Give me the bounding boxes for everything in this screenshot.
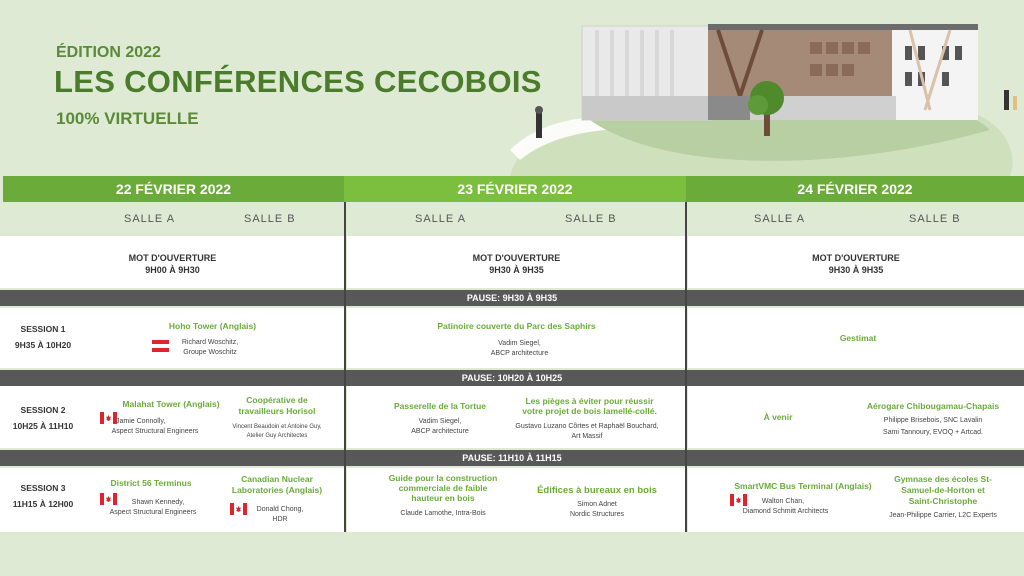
- room-row: [0, 202, 1024, 236]
- session-time: 9H35 À 10H20: [14, 340, 72, 350]
- talk-speaker: ABCP architecture: [411, 428, 469, 435]
- talk-title: Passerelle de la Tortue: [394, 401, 486, 411]
- talk-speaker: Atelier Guy Architectes: [246, 433, 308, 439]
- opening-time: 9H00 À 9H30: [145, 265, 200, 275]
- talk-title: District 56 Terminus: [110, 478, 192, 488]
- talk-title: commerciale de faible: [398, 483, 488, 493]
- session2-cell-day2: [347, 386, 686, 448]
- talk-title: Hoho Tower (Anglais): [168, 321, 257, 331]
- talk-speaker: Groupe Woschitz: [183, 349, 237, 356]
- talk-speaker: Art Massif: [571, 433, 603, 440]
- building-illustration: [500, 0, 1024, 176]
- talk-title: Patinoire couverte du Parc des Saphirs: [437, 321, 596, 331]
- day-header-1: [3, 176, 344, 202]
- session-label: SESSION 1: [20, 324, 66, 334]
- talk-speaker: Diamond Schmitt Architects: [742, 508, 829, 515]
- talk-title: Gestimat: [839, 333, 877, 343]
- room-b-day3: SALLE B: [909, 213, 961, 225]
- talk-title: Laboratories (Anglais): [231, 485, 323, 495]
- opening-label: MOT D'OUVERTURE: [812, 253, 900, 263]
- canada-flag-icon: [730, 494, 747, 506]
- talk-title: Saint-Christophe: [908, 496, 978, 506]
- talk-speaker: Claude Lamothe, Intra-Bois: [400, 510, 486, 517]
- talk-title: Les pièges à éviter pour réussir: [525, 396, 654, 406]
- talk-speaker: Donald Chong,: [256, 506, 304, 513]
- pause-bar-2: PAUSE: 10H20 À 10H25: [0, 370, 1024, 386]
- talk-speaker: Gustavo Luzano Côrtes et Raphaël Bouchard,: [515, 423, 659, 430]
- talk-speaker: HDR: [272, 516, 288, 523]
- opening-cell-day2: [347, 236, 686, 288]
- session-label: SESSION 2: [20, 405, 66, 415]
- session-time: 10H25 À 11H10: [12, 421, 74, 431]
- pause-bar-3: PAUSE: 11H10 À 11H15: [0, 450, 1024, 466]
- room-a-day2: SALLE A: [415, 213, 467, 225]
- talk-title: travailleurs Horisol: [238, 406, 316, 416]
- talk-title: Canadian Nuclear: [241, 474, 313, 484]
- session3-cell-day2: [347, 468, 686, 532]
- talk-speaker: Aspect Structural Engineers: [109, 509, 197, 516]
- day-date-2: 23 FÉVRIER 2022: [457, 181, 573, 197]
- talk-speaker: Shawn Kennedy,: [131, 499, 185, 506]
- talk-title: Samuel-de-Horton et: [901, 485, 985, 495]
- talk-speaker: Jamie Connolly,: [116, 418, 166, 425]
- edition-label: ÉDITION 2022: [56, 44, 161, 61]
- talk-speaker: Philippe Brisebois, SNC Lavalin: [883, 417, 983, 424]
- day-header-2: [344, 176, 686, 202]
- talk-title: Guide pour la construction: [388, 473, 498, 483]
- talk-title: votre projet de bois lamellé-collé.: [522, 406, 657, 416]
- day-date-3: 24 FÉVRIER 2022: [797, 181, 913, 197]
- session1-cell-day1: [0, 308, 345, 368]
- day-header-3: [686, 176, 1024, 202]
- talk-speaker: Vadim Siegel,: [418, 418, 462, 425]
- day-divider-1: [344, 202, 346, 532]
- talk-title: Coopérative de: [246, 395, 308, 405]
- talk-speaker: Aspect Structural Engineers: [111, 428, 199, 435]
- room-a-day1: SALLE A: [124, 213, 176, 225]
- talk-title: Malahat Tower (Anglais): [122, 399, 220, 409]
- session-label: SESSION 3: [20, 483, 66, 493]
- session3-cell-day3: [688, 468, 1024, 532]
- room-b-day2: SALLE B: [565, 213, 617, 225]
- page-title: LES CONFÉRENCES CECOBOIS: [54, 64, 542, 99]
- canada-flag-icon: [100, 493, 117, 505]
- opening-time: 9H30 À 9H35: [828, 265, 884, 275]
- session1-cell-day2: [347, 308, 686, 368]
- talk-title: À venir: [763, 412, 793, 422]
- talk-speaker: Richard Woschitz,: [181, 339, 239, 346]
- session1-cell-day3: [688, 308, 1024, 368]
- canada-flag-icon: [100, 412, 117, 424]
- opening-label: MOT D'OUVERTURE: [128, 253, 217, 263]
- schedule-grid: [0, 176, 1024, 532]
- talk-speaker: Nordic Structures: [569, 511, 625, 518]
- opening-cell-day3: [688, 236, 1024, 288]
- talk-title: hauteur en bois: [411, 493, 475, 503]
- day-divider-2: [685, 202, 687, 532]
- talk-speaker: Simon Adnet: [577, 501, 617, 508]
- virtual-label: 100% VIRTUELLE: [56, 109, 199, 128]
- session3-cell-day1: [0, 468, 345, 532]
- day-date-1: 22 FÉVRIER 2022: [115, 181, 232, 197]
- talk-speaker: Vincent Beaudoin et Antoine Guy,: [232, 424, 322, 430]
- room-b-day1: SALLE B: [244, 213, 296, 225]
- talk-speaker: ABCP architecture: [490, 350, 549, 357]
- talk-speaker: Walton Chan,: [761, 498, 805, 505]
- session-time: 11H15 À 12H00: [12, 499, 74, 509]
- opening-time: 9H30 À 9H35: [489, 265, 544, 275]
- session2-cell-day3: [688, 386, 1024, 448]
- room-a-day3: SALLE A: [754, 213, 806, 225]
- talk-speaker: Jean-Philippe Carrier, L2C Experts: [889, 512, 997, 519]
- opening-cell-day1: [0, 236, 345, 288]
- session2-cell-day1: [0, 386, 345, 448]
- talk-speaker: Vadim Siegel,: [498, 340, 541, 347]
- talk-speaker: Sami Tannoury, EVOQ + Artcad.: [883, 429, 983, 436]
- talk-title: Gymnase des écoles St-: [894, 474, 992, 484]
- pause-bar-1: PAUSE: 9H30 À 9H35: [0, 290, 1024, 306]
- opening-label: MOT D'OUVERTURE: [472, 253, 561, 263]
- talk-title: SmartVMC Bus Terminal (Anglais): [734, 481, 872, 491]
- talk-title: Aérogare Chibougamau-Chapais: [866, 401, 1000, 411]
- talk-title: Édifices à bureaux en bois: [537, 485, 657, 496]
